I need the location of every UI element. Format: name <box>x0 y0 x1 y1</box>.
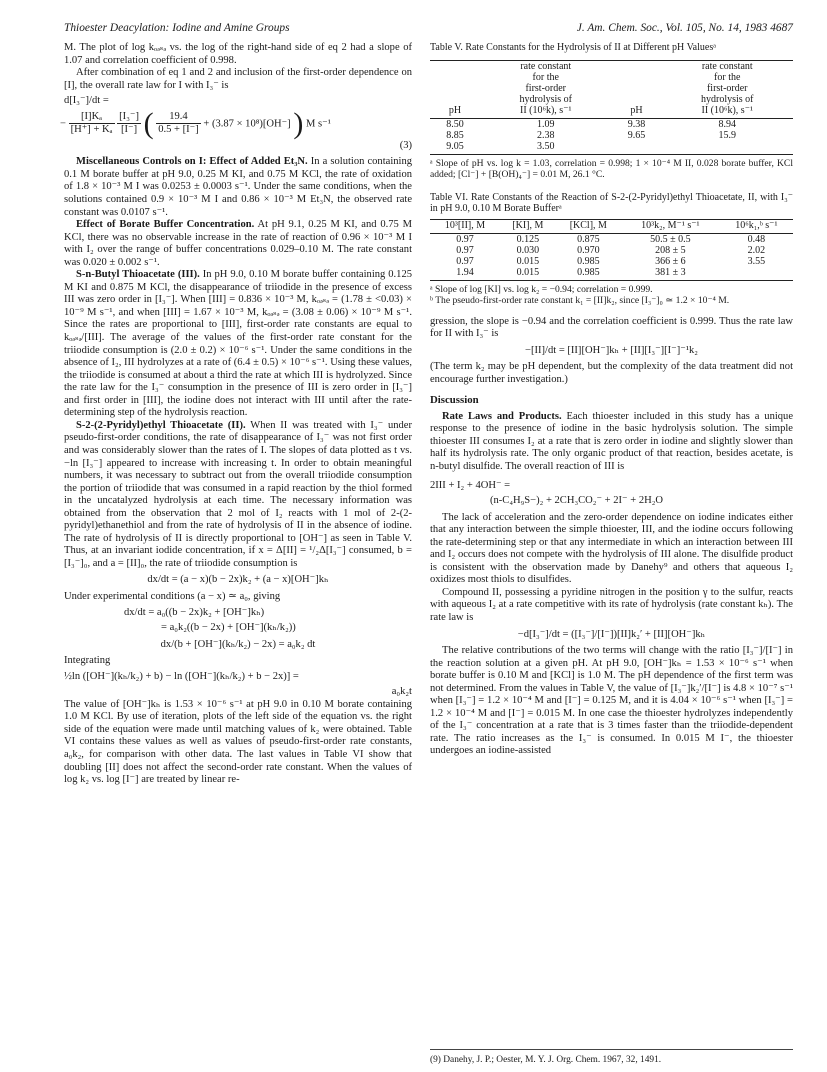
equation: −[II]/dt = [II][OH⁻]kₕ + [II][I₃⁻][I⁻]⁻¹k₂ <box>525 344 698 356</box>
paragraph: Effect of Borate Buffer Concentration. At pH 9.1, 0.25 M KI, and 0.75 M KCl, there was no observable increase in the rate of reaction of 0.96 × 10⁻³ M I with I₂ over the range of buffer concentrations 0.029–0.10 M. The rate constant was 0.020 ± 0.002 s⁻¹. <box>64 219 412 268</box>
fraction: $\frac{\text{[I]Kₐ}}{\text{[H⁺] + Kₐ}}$ <box>70 110 113 136</box>
paragraph: The value of [OH⁻]kₕ is 1.53 × 10⁻⁶ s⁻¹ at pH 9.0 in 0.10 M borate containing 1.0 M KCl. By use of iteration, plots of the left side of the equation vs. the right side of the equation were made until matching values of k₂ were obtained. Table VI contains these values as well as values of pseudo-first-order rate constants, a₀k₂, for comparison with other data. The last values in Table VI show that doubling [II] does not affect the second-order rate constant. When the values of log k₂ vs. log [I⁻] are treated by linear re- <box>64 698 412 786</box>
paragraph: Integrating <box>64 655 111 667</box>
equation: 2III + I₂ + 4OH⁻ = <box>430 479 511 491</box>
equation: dx/dt = (a − x)(b − 2x)k₂ + (a − x)[OH⁻]kₕ <box>147 574 329 586</box>
equation: −d[I₃⁻]/dt = ([I₃⁻]/[I⁻])[II]k₂′ + [II][OH⁻]kₕ <box>517 628 706 640</box>
table-row: 8.50 1.09 9.38 8.94 <box>446 118 736 130</box>
column-header: pH <box>430 60 480 118</box>
fraction: $\frac{\text{[I₃⁻]}}{[I^-]}$ <box>119 110 139 136</box>
table-vi-caption: Table VI. Rate Constants of the Reaction of S-2-(2-Pyridyl)ethyl Thioacetate, II, with I₃⁻ in pH 9.0, 0.10 M Borate Bufferᵃ <box>430 191 793 214</box>
column-header: pH <box>611 60 661 118</box>
paragraph: The relative contributions of the two terms will change with the ratio [I₃⁻]/[I⁻] in the reaction solution at a given pH. At pH 9.0, [OH⁻]kₕ = 1.53 × 10⁻⁶ s⁻¹ when borate buffer is 0.10 M and [KCl] is 1.0 M. The pH dependence of the first term was not determined. From the values in Table V, the value of [I₃⁻]k₂′/[I⁻] is 4.8 × 10⁻⁷ s⁻¹ when [I₃⁻] = 1.2 × 10⁻⁴ M and [I⁻] = 0.125 M, and it is 4.04 × 10⁻⁶ s⁻¹ when [I₃⁻] = 1.2 × 10⁻⁴ M and [I⁻] = 0.015 M. In one case the thioester hydrolyzes independently of the I₃⁻ concentration at a rate that is 3 times faster than the triiodide-dependent rate. The ratio increases as the I₃⁻ is consumed. In 0.015 M I⁻, the thioester undergoes an iodine-assisted <box>430 645 793 757</box>
table-row: 9.05 3.50 <box>430 141 793 155</box>
table-v-caption: Table V. Rate Constants for the Hydrolysis of II at Different pH Valuesᵃ <box>430 42 716 53</box>
paragraph: After combination of eq 1 and 2 and inclusion of the first-order dependence on [I], the overall rate law for I with I₃⁻ is <box>64 67 412 91</box>
right-column <box>430 42 793 758</box>
running-header <box>64 22 793 36</box>
paragraph: S-n-Butyl Thioacetate (III). In pH 9.0, 0.10 M borate buffer containing 0.125 M KI and 0.875 M KCl, the disappearance of triiodide in the presence of excess III was zero order in [I₃⁻]. When [III] = 0.836 × 10⁻³ M, kₒₔₛₔ = (1.78 ± <0.03) × 10⁻⁹ M s⁻¹, and when [III] = 1.67 × 10⁻³ M, kₒₔₛₔ = (3.08 ± 0.06) × 10⁻⁹ M s⁻¹. Since the rates are proportional to [III], first-order rate constants are equal to kₒₔₛₔ/[III]. The average of the values of the first-order rate constant for the triiodide consumption is (2.0 ± 0.2) × 10⁻⁶ s⁻¹. Under the same conditions in the absence of I₂, III hydrolyzes at a rate of (6.4 ± 0.5) × 10⁻⁶ s⁻¹. Using these values, the triiodide is consumed at about a third the rate at which III is hydrolyzed. Since the rate law for the I₃⁻ consumption in the presence of III is zero order in [I₃⁻] and first order in [III], the iodine does not interact with III until after the rate-determining step of the hydrolysis reaction. <box>64 269 412 419</box>
paragraph: Under experimental conditions (a − x) ≃ a₀, giving <box>64 590 281 602</box>
left-column <box>60 42 412 787</box>
table-footnote: ᵃ Slope of pH vs. log k = 1.03, correlation = 0.998; 1 × 10⁻⁴ M II, 0.028 borate buffer, KCl added; [Cl⁻] + [B(OH)₄⁻] = 0.01 M, 26.1 °C. <box>430 157 793 180</box>
table-footnote: ᵇ The pseudo-first-order rate constant k₁ = [II]k₂, since [I₃⁻]₀ ≃ 1.2 × 10⁻⁴ M. <box>430 294 730 306</box>
table-row: 8.85 2.38 9.65 15.9 <box>446 129 736 141</box>
table-vi <box>430 219 793 281</box>
column-header: rate constant for the first-order hydrolysis of II (10⁶k), s⁻¹ <box>480 60 611 118</box>
equation-number: (3) <box>399 139 412 151</box>
column-header: 10³k₂, M⁻¹ s⁻¹ <box>621 219 720 233</box>
column-header: rate constant for the first-order hydrolysis of II (10⁶k), s⁻¹ <box>662 60 794 118</box>
paragraph: (The term k₂ may be pH dependent, but the complexity of the data treatment did not encourage further investigation.) <box>430 361 793 385</box>
paragraph: S-2-(2-Pyridyl)ethyl Thioacetate (II). When II was treated with I₃⁻ under pseudo-first-order conditions, the rate of disappearance of I₃⁻ was not first order and was considerably slower than the rates of I. The slopes of data plotted as t vs. −ln [I₃⁻] appeared to increase with increasing t. In order to obtain meaningful numbers, it was necessary to subtract out from the overall triiodide consumption the portion of triiodide that was consumed in a rapid reaction by the thiol formed in the uncatalyzed hydrolysis at each time. The necessary information was obtained from the observation that 2 mol of I₂ reacts with 1 mol of 2-(2-pyridyl)ethanethiol and from the rate of hydrolysis of II in the absence of iodine. The rate of hydrolysis of II is directly proportional to [OH⁻] as seen in Table V. Thus, at an invariant iodide concentration, if x = Δ[II] = ¹/₂Δ[I₃⁻] consumed, b = [I₃⁻]₀, and a = [II]₀, the rate of triiodide consumption is <box>64 419 412 569</box>
paragraph: Miscellaneous Controls on I: Effect of Added Et₃N. In a solution containing 0.1 M borate buffer at pH 9.0, 0.25 M KI, and 0.75 M KCl, the rate of oxidation of 1.8 × 10⁻³ M I was 0.0253 ± 0.0003 s⁻¹. Under the same conditions, when the solutions contained 0.9 × 10⁻³ M I and 0.86 × 10⁻³ M Et₃N, the observed rate constant was 0.0107 s⁻¹. <box>64 156 412 218</box>
journal-citation: J. Am. Chem. Soc., Vol. 105, No. 14, 1983 4687 <box>576 22 793 34</box>
footnote: (9) Danehy, J. P.; Oester, M. Y. J. Org. Chem. 1967, 32, 1491. <box>430 1049 793 1065</box>
equation: (n-C₄H₉S−)₂ + 2CH₃CO₂⁻ + 2I⁻ + 2H₂O <box>490 495 664 507</box>
table-row: 0.97 0.125 0.875 50.5 ± 0.5 0.48 <box>456 233 766 245</box>
section-title-discussion: Discussion <box>430 394 479 407</box>
table-v <box>430 60 793 155</box>
equation: dx/(b + [OH⁻](kₕ/k₂) − 2x) = a₀k₂ dt <box>160 638 316 650</box>
equation-3-lhs: d[I₃⁻]/dt = <box>64 95 109 107</box>
table-footnote: ᵃ Slope of log [KI] vs. log k₂ = −0.94; correlation = 0.999. <box>430 283 653 295</box>
column-header: 10⁶k₁,ᵇ s⁻¹ <box>720 219 793 233</box>
equation: dx/dt = a₀((b − 2x)k₂ + [OH⁻]kₕ) <box>124 606 265 618</box>
paragraph: gression, the slope is −0.94 and the correlation coefficient is 0.999. Thus the rate law for II with I₃⁻ is <box>430 315 793 340</box>
paragraph: The lack of acceleration and the zero-order dependence on iodine indicates either that any interaction between the simple thioester, III, and the iodine occurs following the rate-determining step or that any intermediate in which an interaction between III and I₂ occurs does not compete with the hydrolysis of III alone. The disulfide product is consistent with the observation made by Danehy⁹ and others that aqueous I₂ oxidizes most thiols to disulfides. <box>430 511 793 586</box>
equation: = a₀k₂((b − 2x) + [OH⁻](kₕ/k₂)) <box>161 622 296 634</box>
section-heading: S-2-(2-Pyridyl)ethyl Thioacetate (II). <box>76 419 246 431</box>
column-header: [KCl], M <box>556 219 621 233</box>
column-header: 10³[II], M <box>430 219 500 233</box>
paragraph: Compound II, possessing a pyridine nitrogen in the position γ to the sulfur, reacts with aqueous I₂ at a rate competitive with its rate of hydrolysis (rate constant kₕ). The rate law is <box>430 586 793 623</box>
paragraph: M. The plot of log kₒₔₛₔ vs. the log of the right-hand side of eq 2 had a slope of 1.07 and correlation coefficient of 0.998. <box>64 42 412 66</box>
table-row: 0.97 0.015 0.985 366 ± 6 3.55 <box>456 255 766 267</box>
equation-3: − $\frac{\text{[I]Kₐ}}{\text{[H⁺] + Kₐ}}$ $\frac{\text{[I₃⁻]}}{[I^-]}$ ( $\frac{19.4}{0.5 + [I^-]}$ + (3.87 × 10⁸)[OH⁻] ) M s⁻¹ <box>60 106 331 140</box>
section-heading: Miscellaneous Controls on I: Effect of Added Et₃N. <box>76 156 308 168</box>
section-heading: Effect of Borate Buffer Concentration. <box>76 219 255 231</box>
column-header: [KI], M <box>500 219 556 233</box>
paragraph: Rate Laws and Products. Each thioester included in this study has a unique response to the presence of iodine in the basic hydrolysis solution. The simple thioester III consumes I₂ at a rate that is zero order in iodine and slightly slower than half its hydrolysis rate. The only organic product of that reaction, besides acetate, is n-butyl disulfide. The overall reaction of III is <box>430 410 794 472</box>
table-row: 1.94 0.015 0.985 381 ± 3 <box>430 267 793 281</box>
equation: a₀k₂t <box>391 686 412 698</box>
fraction: $\frac{19.4}{0.5 + [I^-]}$ <box>158 110 199 136</box>
section-heading: S-n-Butyl Thioacetate (III). <box>76 269 200 281</box>
equation: ½ln ([OH⁻](kₕ/k₂) + b) − ln ([OH⁻](kₕ/k₂) + b − 2x)] = <box>64 670 299 682</box>
table-row: 0.97 0.030 0.970 208 ± 5 2.02 <box>456 244 766 256</box>
section-heading: Rate Laws and Products. <box>442 410 562 422</box>
running-title: Thioester Deacylation: Iodine and Amine Groups <box>64 22 290 34</box>
